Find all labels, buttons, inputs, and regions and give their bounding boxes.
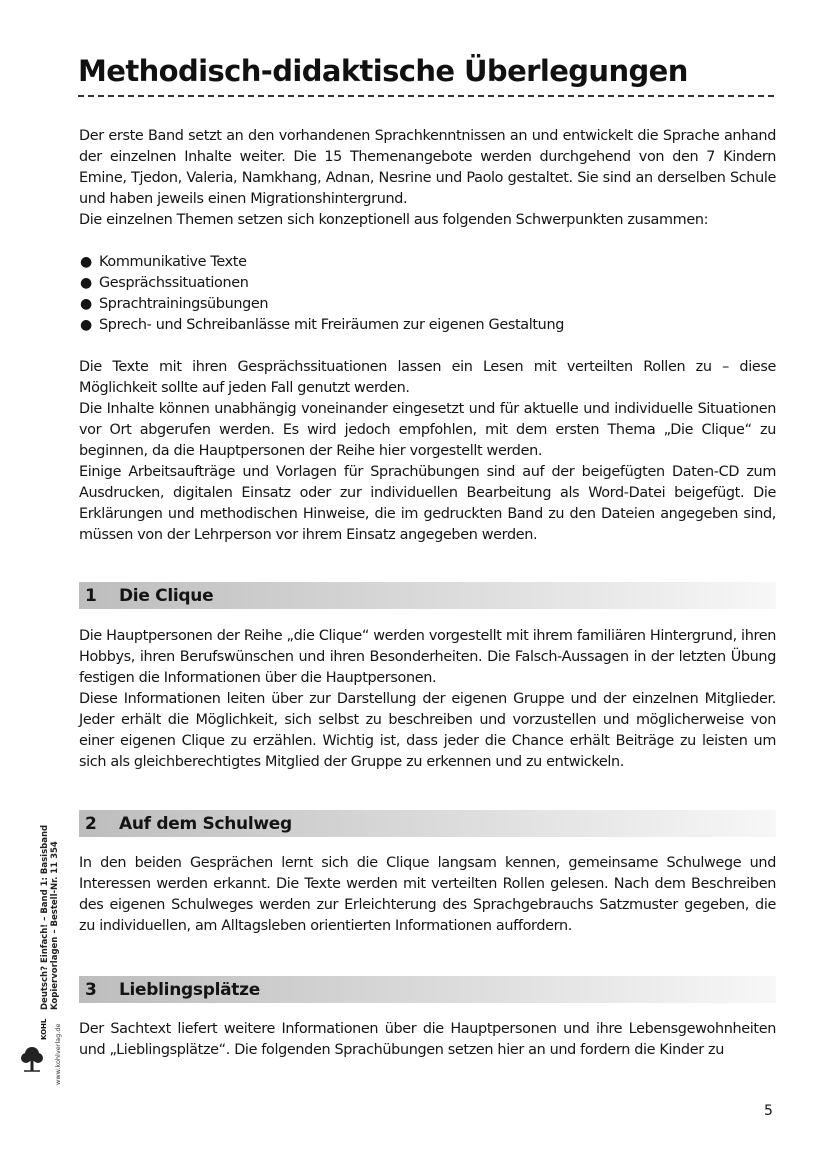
bullet-icon: ● xyxy=(80,275,92,291)
section-body-schulweg xyxy=(79,853,776,937)
section-body-lieblingsplaetze xyxy=(79,1019,776,1061)
publisher-url: www.kohlverlag.de xyxy=(54,1023,62,1085)
list-item: ● Sprech- und Schreibanlässe mit Freiräumen zur eigenen Gestaltung xyxy=(79,315,776,336)
section-title: Die Clique xyxy=(119,585,214,606)
section-title: Lieblingsplätze xyxy=(119,979,260,1000)
section-paragraph: Die Hauptpersonen der Reihe „die Clique“ werden vorgestellt mit ihrem familiären Hintergrund, ihren Hobbys, ihren Berufswünschen und ihren Besonderheiten. Die Falsch-Aussagen in der letzten Übung festigen die Informationen über die Hauptpersonen. xyxy=(79,628,776,686)
intro-block-2 xyxy=(79,357,776,546)
section-body-clique xyxy=(79,626,776,773)
sidebar-publisher-info xyxy=(40,824,300,1010)
intro-paragraph: Die einzelnen Themen setzen sich konzeptionell aus folgenden Schwerpunkten zusammen: xyxy=(79,212,709,228)
bullet-icon: ● xyxy=(80,254,92,270)
bullet-icon: ● xyxy=(80,317,92,333)
section-number: 3 xyxy=(85,979,97,1000)
list-item: ● Kommunikative Texte xyxy=(79,252,776,273)
list-item: ● Gesprächssituationen xyxy=(79,273,776,294)
section-title: Auf dem Schulweg xyxy=(119,813,292,834)
tree-icon xyxy=(20,1045,44,1073)
logo-wordmark: KOHL xyxy=(40,1018,48,1040)
section-heading-schulweg xyxy=(79,810,776,837)
section-paragraph: In den beiden Gesprächen lernt sich die Clique langsam kennen, gemeinsame Schulwege und Interessen werden erkannt. Die Texte werden mit verteilten Rollen gelesen. Nach dem Beschreiben des eigenen Schulweges werden zur Erleichterung des Sprachgebrauchs Satzmuster gegeben, die zu individuellen, am Alltagsleben orientierten Informationen auffordern. xyxy=(79,855,776,934)
list-item: ● Sprachtrainingsübungen xyxy=(79,294,776,315)
section-paragraph: Diese Informationen leiten über zur Darstellung der eigenen Gruppe und der einzelnen Mitglieder. Jeder erhält die Möglichkeit, sich selbst zu beschreiben und vorzustellen und möglicherweise von einer eigenen Clique zu erzählen. Wichtig ist, dass jeder die Chance erhält Beiträge zu leisten um sich als gleichberechtigtes Mitglied der Gruppe zu erkennen und zu entwickeln. xyxy=(79,691,776,770)
intro-paragraph: Die Inhalte können unabhängig voneinander eingesetzt und für aktuelle und individuelle Situationen vor Ort abgerufen werden. Es wird jedoch empfohlen, mit dem ersten Thema „Die Clique“ zu beginnen, da die Hauptpersonen der Reihe hier vorgestellt werden. xyxy=(79,401,776,459)
page-number: 5 xyxy=(764,1103,773,1119)
section-heading-clique xyxy=(79,582,776,609)
focus-list-block xyxy=(79,252,776,336)
focus-list xyxy=(79,252,776,336)
intro-block xyxy=(79,126,776,231)
intro-paragraph: Die Texte mit ihren Gesprächssituationen lassen ein Lesen mit verteilten Rollen zu – diese Möglichkeit sollte auf jeden Fall genutzt werden. xyxy=(79,359,776,396)
bullet-icon: ● xyxy=(80,296,92,312)
section-paragraph: Der Sachtext liefert weitere Informationen über die Hauptpersonen und ihre Lebensgewohnheiten und „Lieblingsplätze“. Die folgenden Sprachübungen setzen hier an und fordern die Kinder zu xyxy=(79,1021,776,1058)
intro-paragraph: Der erste Band setzt an den vorhandenen Sprachkenntnissen an und entwickelt die Sprache anhand der einzelnen Inhalte weiter. Die 15 Themenangebote werden durchgehend von den 7 Kindern Emine, Tjedon, Valeria, Namkhang, Adnan, Nesrine und Paolo gestaltet. Sie sind an derselben Schule und haben jeweils einen Migrationshintergrund. xyxy=(79,128,776,207)
section-number: 2 xyxy=(85,813,97,834)
page-title: Methodisch-didaktische Überlegungen xyxy=(78,54,688,88)
sidebar-line: Kopiervorlagen – Bestell-Nr. 11 354 xyxy=(50,841,60,1010)
intro-paragraph: Einige Arbeitsaufträge und Vorlagen für Sprachübungen sind auf der beigefügten Daten-CD zum Ausdrucken, digitalen Einsatz oder zur individuellen Bearbeitung als Word-Datei beigefügt. Die Erklärungen und methodischen Hinweise, die im gedruckten Band zu den Dateien angegeben sind, müssen von der Lehrperson vor ihrem Einsatz angegeben werden. xyxy=(79,464,776,543)
sidebar-line: Deutsch? Einfach! – Band 1: Basisband xyxy=(40,824,50,1010)
title-divider xyxy=(78,95,774,97)
sidebar-text xyxy=(40,750,60,1010)
section-number: 1 xyxy=(85,585,97,606)
